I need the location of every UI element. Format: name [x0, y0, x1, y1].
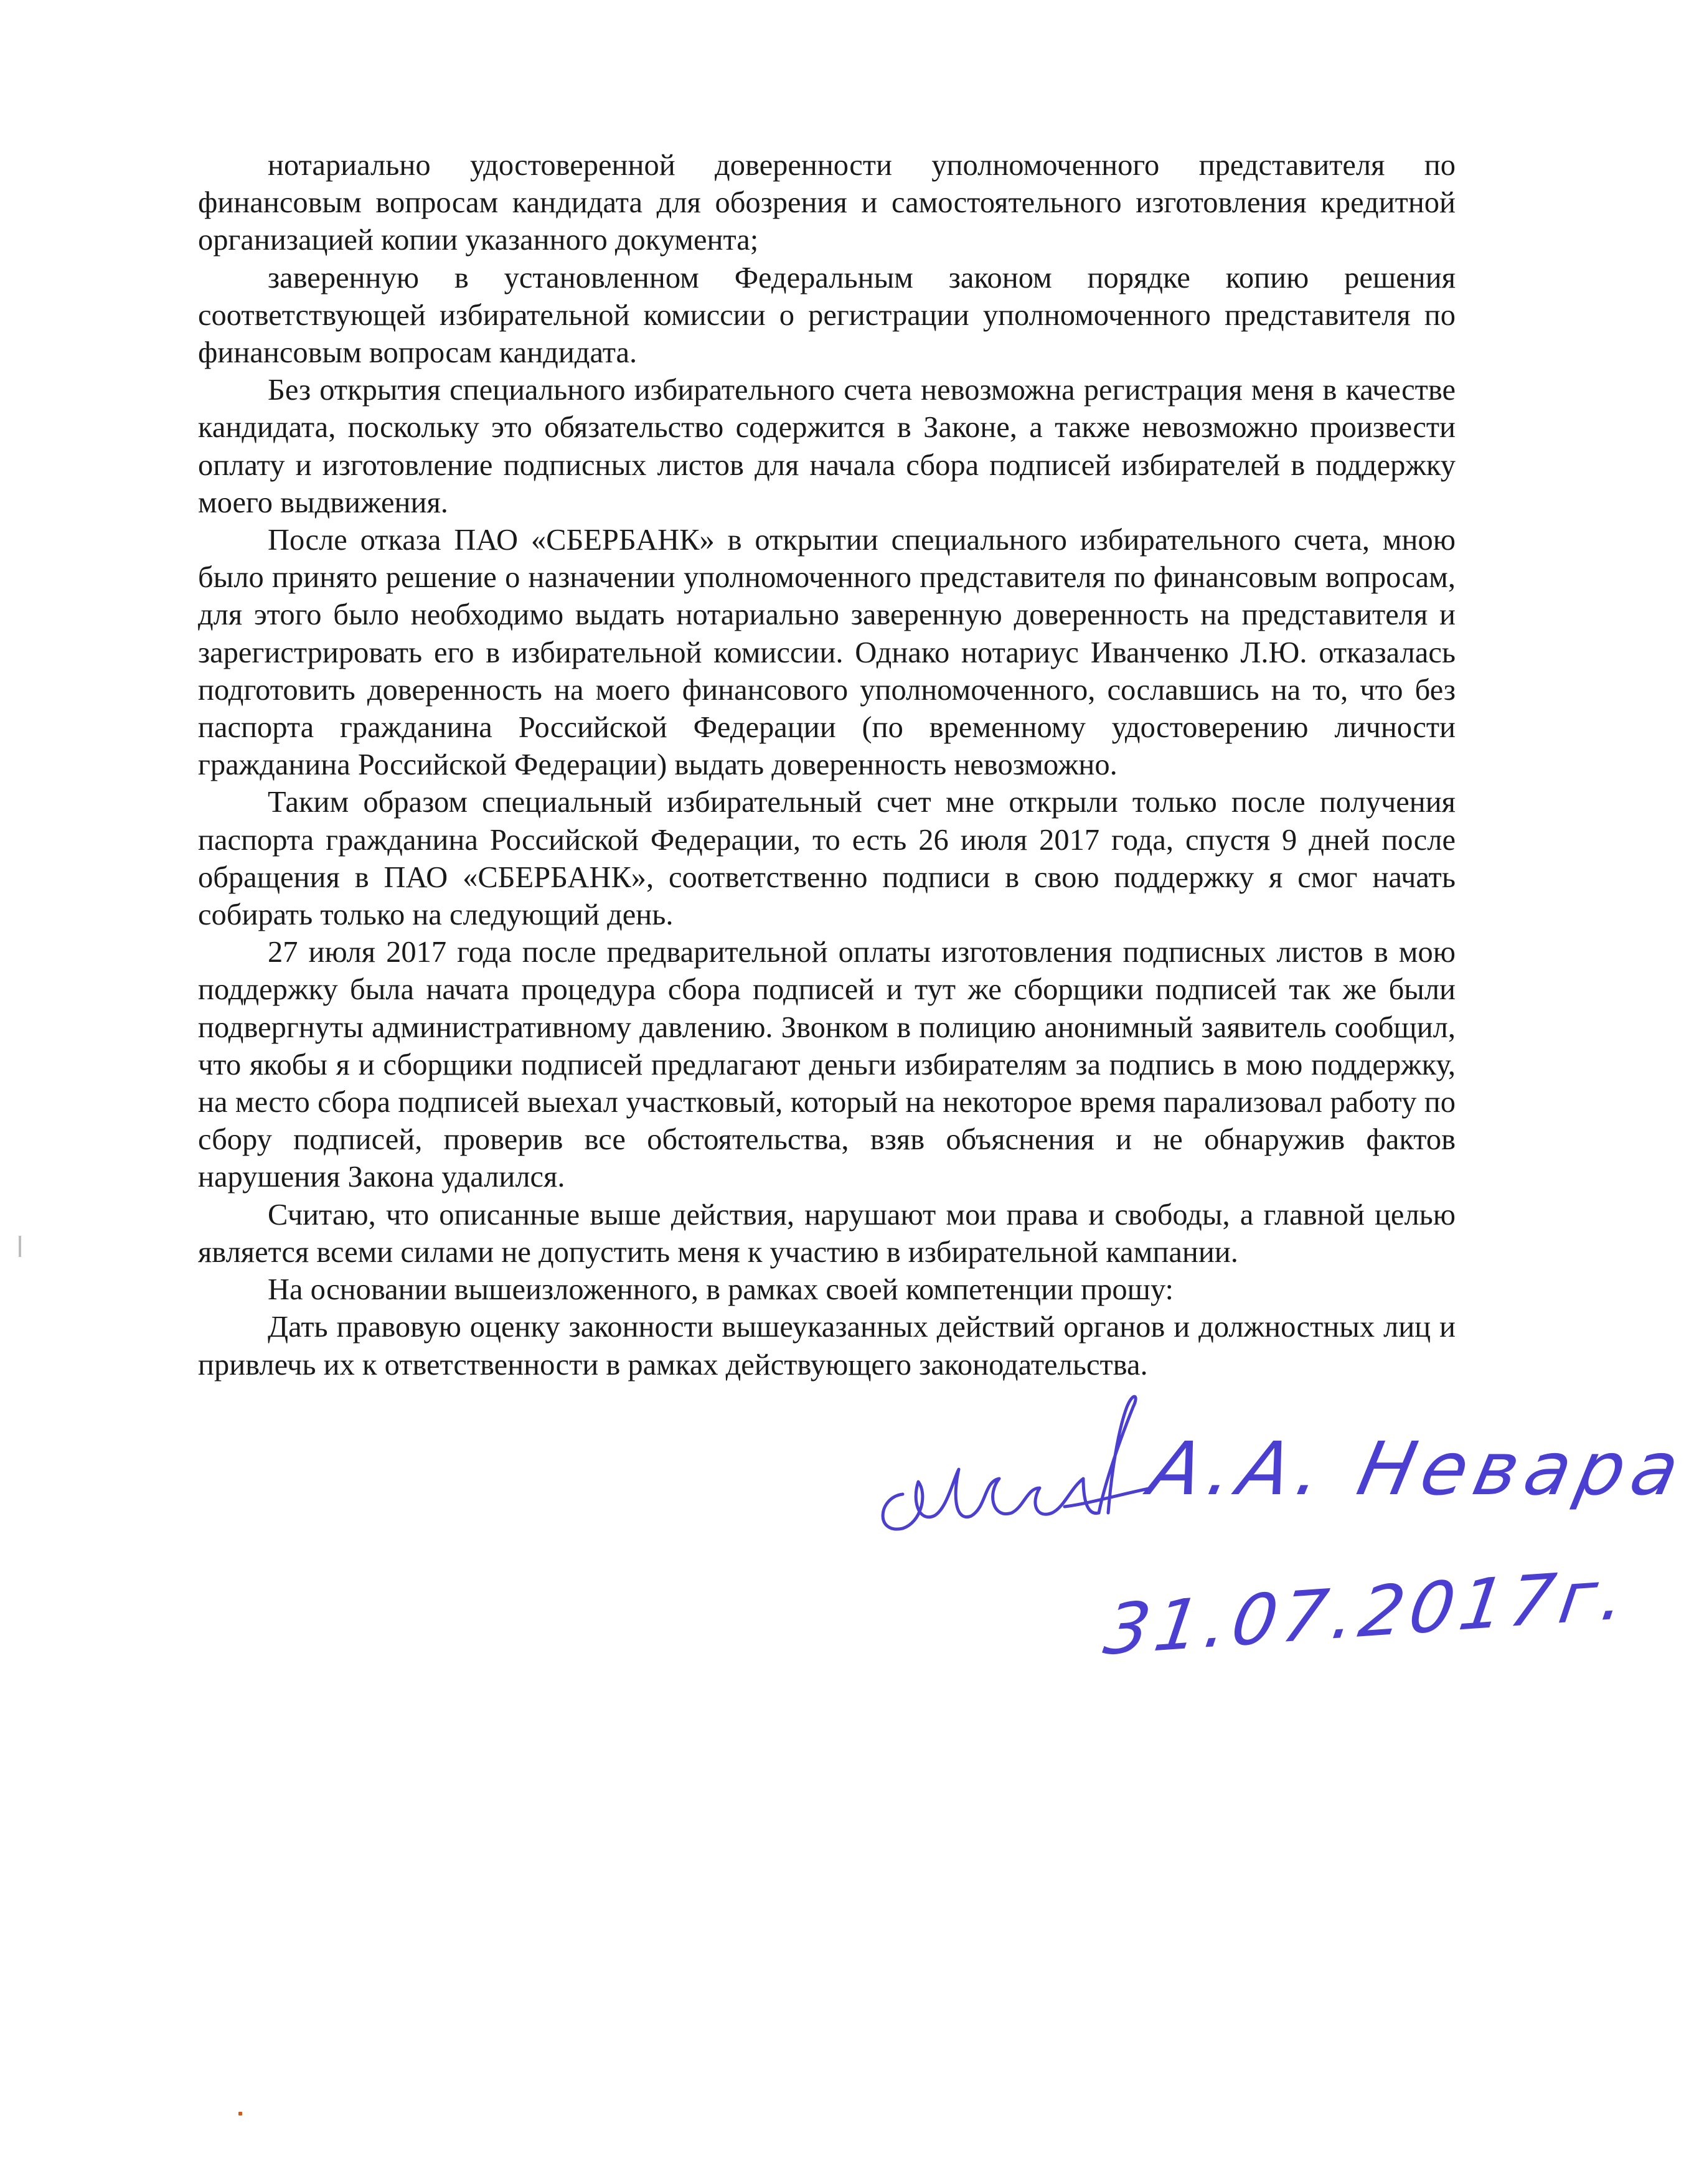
paragraph-8: На основании вышеизложенного, в рамках своей компетенции прошу: [268, 1273, 1174, 1307]
paragraph-7: Считаю, что описанные выше действия, нарушают мои права и свободы, а главной целью является всеми силами не допустить меня к участию в избирательной кампании. [198, 1198, 1456, 1269]
paragraph-4: После отказа ПАО «СБЕРБАНК» в открытии специального избирательного счета, мною было принято решение о назначении уполномоченного представителя по финансовым вопросам, для этого было необходимо выдать нотариально заверенную доверенность на представителя и зарегистрировать его в избирательной комиссии. Однако нотариус Иванченко Л.Ю. отказалась подготовить доверенность на моего финансового уполномоченного, сославшись на то, что без паспорта гражданина Российской Федерации (по временному удостоверению личности гражданина Российской Федерации) выдать доверенность невозможно. [198, 524, 1456, 782]
paragraph-9: Дать правовую оценку законности вышеуказанных действий органов и должностных лиц и привлечь их к ответственности в рамках действующего законодательства. [198, 1311, 1456, 1381]
scan-margin-mark [19, 1236, 21, 1257]
paragraph-5: Таким образом специальный избирательный счет мне открыли только после получения паспорта гражданина Российской Федерации, то есть 26 июля 2017 года, спустя 9 дней после обращения в ПАО «СБЕРБАНК», соответственно подписи в свою поддержку я смог начать собирать только на следующий день. [198, 786, 1456, 932]
paragraph-1: нотариально удостоверенной доверенности уполномоченного представителя по финансовым вопросам кандидата для обозрения и самостоятельного изготовления кредитной организацией копии указанного документа; [198, 149, 1456, 257]
paragraph-3: Без открытия специального избирательного счета невозможна регистрация меня в качестве кандидата, поскольку это обязательство содержится в Законе, а также невозможно произвести оплату и изготовление подписных листов для начала сбора подписей избирателей в поддержку моего выдвижения. [198, 374, 1456, 519]
scan-speck [238, 2112, 242, 2116]
signature-name: А.А. Невара [1142, 1426, 1694, 1512]
signature-block [859, 1388, 1694, 1675]
signature-date: 31.07.2017г. [1099, 1554, 1635, 1671]
document-body [198, 147, 1456, 1384]
paragraph-2: заверенную в установленном Федеральным законом порядке копию решения соответствующей избирательной комиссии о регистрации уполномоченного представителя по финансовым вопросам кандидата. [198, 261, 1456, 370]
paragraph-6: 27 июля 2017 года после предварительной оплаты изготовления подписных листов в мою поддержку была начата процедура сбора подписей и тут же сборщики подписей так же были подвергнуты административному давлению. Звонком в полицию анонимный заявитель сообщил, что якобы я и сборщики подписей предлагают деньги избирателям за подпись в мою поддержку, на место сбора подписей выехал участковый, который на некоторое время парализовал работу по сбору подписей, проверив все обстоятельства, взяв объяснения и не обнаружив фактов нарушения Закона удалился. [198, 936, 1456, 1194]
